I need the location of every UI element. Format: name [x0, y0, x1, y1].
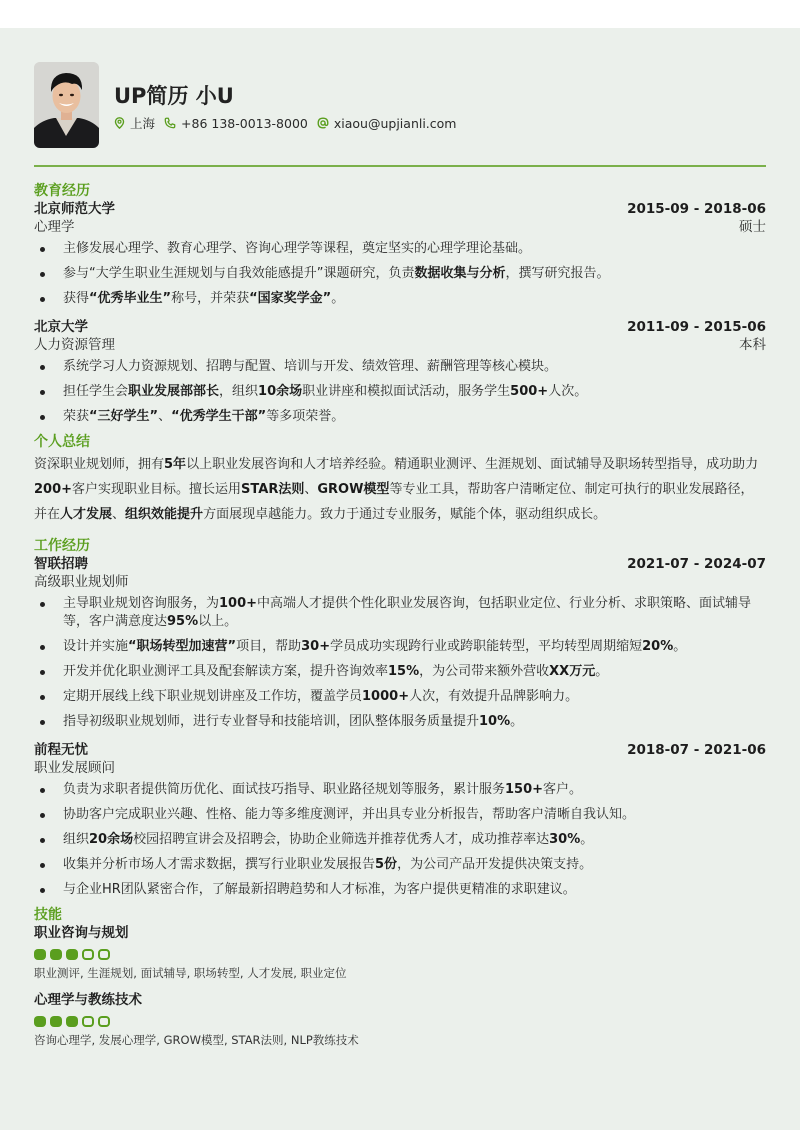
rating-filled-icon — [50, 1016, 62, 1027]
bullet-item — [34, 408, 766, 426]
bullet-item — [34, 688, 766, 706]
entry-header — [34, 555, 766, 573]
text-segment: 职业讲座和模拟面试活动，服务学生 — [302, 384, 511, 399]
text-segment: 主导职业规划咨询服务，为 — [63, 596, 220, 611]
job-title: 高级职业规划师 — [34, 574, 129, 590]
bullet-item — [34, 781, 766, 799]
bullet-list — [34, 781, 766, 899]
text-segment: 收集并分析市场人才需求数据，撰写行业职业发展报告 — [63, 857, 376, 872]
education-entry — [34, 318, 766, 426]
bullet-item — [34, 638, 766, 656]
skill-keywords: 职业测评, 生涯规划, 面试辅导, 职场转型, 人才发展, 职业定位 — [34, 966, 347, 980]
job-title: 职业发展顾问 — [34, 760, 115, 776]
bullet-item — [34, 713, 766, 731]
emphasis-text: 100+ — [219, 596, 258, 611]
text-segment: 称号，并荣获 — [171, 291, 250, 306]
entry-subheader — [34, 336, 766, 355]
skill-level-rating — [34, 949, 766, 960]
rating-filled-icon — [66, 949, 78, 960]
text-segment: 资深职业规划师，拥有 — [34, 457, 165, 472]
bullet-item — [34, 663, 766, 681]
emphasis-text: 15% — [388, 664, 420, 679]
skill-level-rating — [34, 1016, 766, 1027]
rating-filled-icon — [66, 1016, 78, 1027]
text-segment: ，为公司产品开发提供决策支持。 — [397, 857, 593, 872]
bullet-list — [34, 595, 766, 731]
text-segment: 指导初级职业规划师，进行专业督导和技能培训，团队整体服务质量提升 — [63, 714, 480, 729]
resume-page — [34, 28, 766, 1048]
text-segment: 人次，有效提升品牌影响力。 — [409, 689, 579, 704]
bullet-item — [34, 595, 766, 631]
text-segment: 负责为求职者提供简历优化、面试技巧指导、职业路径规划等服务，累计服务 — [63, 782, 506, 797]
emphasis-text: “优秀毕业生” — [89, 291, 172, 306]
rating-filled-icon — [34, 949, 46, 960]
resume-header — [34, 28, 766, 166]
emphasis-text: 5份 — [375, 857, 398, 872]
text-segment: 、 — [112, 507, 126, 522]
text-segment: 参与“大学生职业生涯规划与自我效能感提升”课题研究，负责 — [63, 266, 415, 281]
skill-name: 心理学与教练技术 — [34, 992, 142, 1008]
emphasis-text: “优秀学生干部” — [171, 409, 267, 424]
emphasis-text: 10% — [479, 714, 511, 729]
emphasis-text: 组织效能提升 — [125, 507, 204, 522]
text-segment: 设计并实施 — [63, 639, 129, 654]
entry-header — [34, 200, 766, 218]
text-segment: 。 — [673, 639, 687, 654]
email-text[interactable]: xiaou@upjianli.com — [333, 115, 457, 131]
rating-empty-icon — [82, 949, 94, 960]
text-segment: 主修发展心理学、教育心理学、咨询心理学等课程，奠定坚实的心理学理论基础。 — [63, 241, 532, 256]
text-segment: 。 — [510, 714, 524, 729]
text-segment: 以上职业发展咨询和人才培养经验。精通职业测评、生涯规划、面试辅导及职场转型指导，成功助力 — [186, 457, 759, 472]
entry-subheader — [34, 573, 766, 592]
skill-name: 职业咨询与规划 — [34, 925, 129, 941]
emphasis-text: 150+ — [505, 782, 544, 797]
emphasis-text: 职业发展部部长 — [128, 384, 220, 399]
bullet-item — [34, 383, 766, 401]
bullet-item — [34, 831, 766, 849]
emphasis-text: “国家奖学金” — [249, 291, 332, 306]
entry-header — [34, 741, 766, 759]
major: 心理学 — [34, 219, 75, 235]
emphasis-text: STAR法则 — [241, 482, 305, 497]
text-segment: 客户实现职业目标。擅长运用 — [72, 482, 242, 497]
bullet-item — [34, 358, 766, 376]
degree: 本科 — [739, 337, 766, 353]
bullet-item — [34, 806, 766, 824]
skill-entry — [34, 924, 766, 981]
bullet-item — [34, 856, 766, 874]
emphasis-text: 95% — [167, 614, 199, 629]
text-segment: 组织 — [63, 832, 90, 847]
bullet-item — [34, 881, 766, 899]
emphasis-text: 30+ — [301, 639, 331, 654]
section-title-skills: 技能 — [34, 907, 62, 923]
text-segment: 开发并优化职业测评工具及配套解读方案，提升咨询效率 — [63, 664, 389, 679]
skill-keywords: 咨询心理学, 发展心理学, GROW模型, STAR法则, NLP教练技术 — [34, 1033, 359, 1047]
text-segment: 、 — [158, 409, 172, 424]
skills-section — [34, 906, 766, 1048]
section-title-summary: 个人总结 — [34, 434, 90, 450]
bullet-list — [34, 240, 766, 308]
text-segment: 定期开展线上线下职业规划讲座及工作坊，覆盖学员 — [63, 689, 363, 704]
rating-empty-icon — [98, 949, 110, 960]
top-band — [0, 0, 800, 28]
text-segment: 客户。 — [543, 782, 583, 797]
avatar-photo — [34, 62, 99, 148]
text-segment: 系统学习人力资源规划、招聘与配置、培训与开发、绩效管理、薪酬管理等核心模块。 — [63, 359, 558, 374]
header-divider — [34, 165, 766, 167]
at-sign-icon — [317, 117, 329, 129]
work-section — [34, 537, 766, 899]
school-name: 北京大学 — [34, 319, 88, 335]
rating-filled-icon — [50, 949, 62, 960]
text-segment: ，为公司带来额外营收 — [419, 664, 550, 679]
emphasis-text: 20% — [642, 639, 674, 654]
text-segment: 荣获 — [63, 409, 90, 424]
date-range: 2011-09 - 2015-06 — [627, 319, 766, 335]
education-section — [34, 182, 766, 426]
section-title-education: 教育经历 — [34, 183, 90, 199]
emphasis-text: 30% — [549, 832, 581, 847]
emphasis-text: “三好学生” — [89, 409, 159, 424]
emphasis-text: 人才发展 — [60, 507, 113, 522]
emphasis-text: 10余场 — [258, 384, 303, 399]
text-segment: 中高端人才提供个性化职业发展咨询，包括职业定位、行业分析、求职策略、面试辅导等，客户满意度达 — [63, 596, 752, 629]
entry-subheader — [34, 759, 766, 778]
candidate-name: UP简历 小U — [114, 84, 234, 108]
text-segment: 。 — [580, 832, 594, 847]
contact-email[interactable] — [317, 116, 457, 131]
rating-empty-icon — [98, 1016, 110, 1027]
bullet-item — [34, 265, 766, 283]
text-segment: 。 — [595, 664, 609, 679]
text-segment: 校园招聘宣讲会及招聘会，协助企业筛选并推荐优秀人才，成功推荐率达 — [133, 832, 550, 847]
emphasis-text: “职场转型加速营” — [128, 639, 237, 654]
text-segment: 担任学生会 — [63, 384, 129, 399]
date-range: 2015-09 - 2018-06 — [627, 201, 766, 217]
work-entry — [34, 741, 766, 899]
bullet-item — [34, 240, 766, 258]
emphasis-text: 数据收集与分析 — [414, 266, 506, 281]
emphasis-text: 5年 — [164, 457, 187, 472]
emphasis-text: 20余场 — [89, 832, 134, 847]
text-segment: 项目，帮助 — [236, 639, 302, 654]
emphasis-text: 1000+ — [362, 689, 410, 704]
major: 人力资源管理 — [34, 337, 115, 353]
summary-section — [34, 433, 766, 527]
school-name: 北京师范大学 — [34, 201, 115, 217]
text-segment: ，撰写研究报告。 — [505, 266, 610, 281]
entry-subheader — [34, 218, 766, 237]
degree: 硕士 — [739, 219, 766, 235]
work-entry — [34, 555, 766, 731]
text-segment: 学员成功实现跨行业或跨职能转型，平均转型周期缩短 — [330, 639, 643, 654]
map-pin-icon — [114, 117, 125, 129]
summary-text — [34, 452, 766, 527]
text-segment: 获得 — [63, 291, 90, 306]
section-title-work: 工作经历 — [34, 538, 90, 554]
text-segment: 。 — [331, 291, 345, 306]
contact-location — [114, 114, 155, 132]
text-segment: 方面展现卓越能力。致力于通过专业服务，赋能个体，驱动组织成长。 — [203, 507, 607, 522]
text-segment: 以上。 — [198, 614, 238, 629]
phone-text: +86 138-0013-8000 — [181, 115, 308, 131]
text-segment: 与企业HR团队紧密合作，了解最新招聘趋势和人才标准，为客户提供更精准的求职建议。 — [63, 882, 576, 897]
emphasis-text: XX万元 — [549, 664, 596, 679]
emphasis-text: 200+ — [34, 482, 73, 497]
bullet-list — [34, 358, 766, 426]
contact-phone — [164, 116, 308, 131]
emphasis-text: GROW模型 — [317, 482, 390, 497]
rating-empty-icon — [82, 1016, 94, 1027]
location-text: 上海 — [130, 116, 156, 131]
company-name: 智联招聘 — [34, 556, 88, 572]
contact-info — [114, 114, 465, 132]
date-range: 2021-07 - 2024-07 — [627, 556, 766, 572]
company-name: 前程无忧 — [34, 742, 88, 758]
text-segment: 协助客户完成职业兴趣、性格、能力等多维度测评，并出具专业分析报告，帮助客户清晰自我认知。 — [63, 807, 636, 822]
text-segment: 等专业工具，帮助客户清晰定位、制定可执行的职业发展路径，并在 — [34, 482, 754, 522]
entry-header — [34, 318, 766, 336]
emphasis-text: 500+ — [510, 384, 549, 399]
text-segment: ，组织 — [219, 384, 259, 399]
text-segment: 等多项荣誉。 — [266, 409, 345, 424]
phone-icon — [164, 117, 176, 129]
text-segment: 、 — [304, 482, 318, 497]
text-segment: 人次。 — [548, 384, 588, 399]
skill-entry — [34, 991, 766, 1048]
bullet-item — [34, 290, 766, 308]
rating-filled-icon — [34, 1016, 46, 1027]
education-entry — [34, 200, 766, 308]
date-range: 2018-07 - 2021-06 — [627, 742, 766, 758]
